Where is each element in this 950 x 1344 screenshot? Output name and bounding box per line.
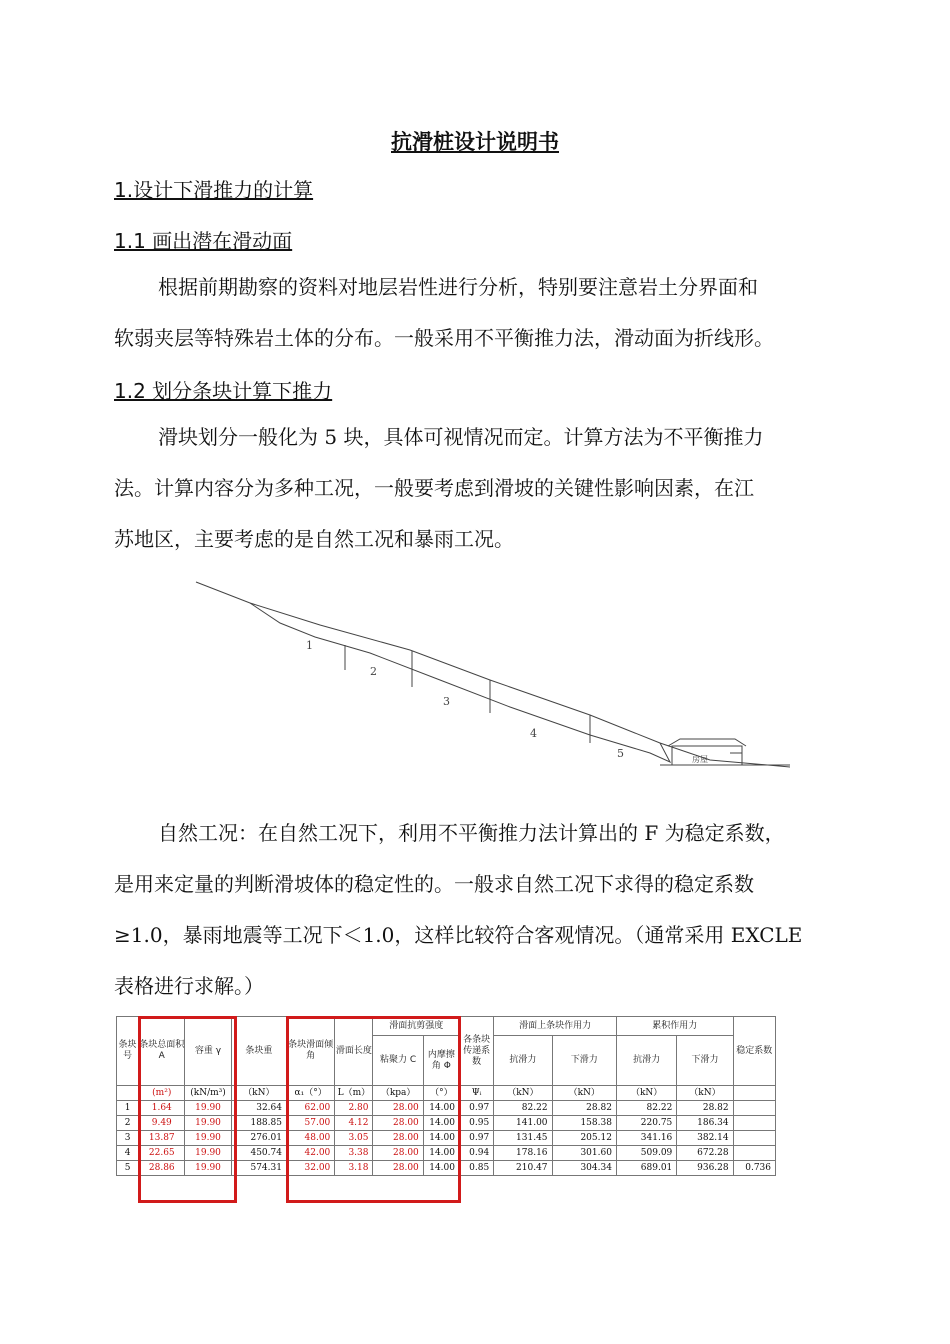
table-cell-w: 32.64 <box>231 1101 286 1116</box>
table-cell-phi: 14.00 <box>423 1131 459 1146</box>
section-1-2-heading: 1.2 划分条块计算下推力 <box>114 379 333 403</box>
table-cell-gamma: 19.90 <box>185 1116 231 1131</box>
header-safety: 稳定系数 <box>733 1017 775 1086</box>
header-block-no: 条块号 <box>117 1017 139 1086</box>
calculation-table <box>116 1016 776 1202</box>
section-1-1-heading: 1.1 画出潜在滑动面 <box>114 229 293 253</box>
table-cell-alpha: 48.00 <box>286 1131 334 1146</box>
header-friction: 内摩擦角 Φ <box>423 1036 459 1086</box>
table-cell-area: 1.64 <box>139 1101 185 1116</box>
unit-cell: （kN） <box>677 1086 733 1101</box>
table-cell-alpha: 62.00 <box>286 1101 334 1116</box>
table-cell-area: 13.87 <box>139 1131 185 1146</box>
block-label-3: 3 <box>443 695 450 708</box>
header-cum-group: 累积作用力 <box>616 1017 733 1036</box>
table-cell-area: 28.86 <box>139 1161 185 1176</box>
table-cell-k <box>733 1116 775 1131</box>
natural-condition-paragraph <box>114 808 834 1012</box>
table-cell-L: 2.80 <box>335 1101 373 1116</box>
table-cell-L: 3.05 <box>335 1131 373 1146</box>
table-cell-no: 2 <box>117 1116 139 1131</box>
block-label-1: 1 <box>306 639 313 652</box>
unit-cell: (m²) <box>139 1086 185 1101</box>
table-cell-gamma: 19.90 <box>185 1101 231 1116</box>
page-title: 抗滑桩设计说明书 <box>391 130 559 154</box>
highlight-box-area-weight <box>138 1016 237 1203</box>
table-cell-r: 210.47 <box>494 1161 552 1176</box>
table-cell-alpha: 57.00 <box>286 1116 334 1131</box>
header-block-weight: 条块重 <box>231 1017 286 1086</box>
table-cell-k <box>733 1131 775 1146</box>
table-cell-r: 178.16 <box>494 1146 552 1161</box>
block-label-5: 5 <box>617 747 624 760</box>
table-cell-cs: 382.14 <box>677 1131 733 1146</box>
unit-cell: Ψᵢ <box>460 1086 494 1101</box>
header-shear-strength: 滑面抗剪强度 <box>373 1017 460 1036</box>
block-label-2: 2 <box>370 665 377 678</box>
table-cell-gamma: 19.90 <box>185 1131 231 1146</box>
header-incline: 条块滑面倾角 <box>286 1017 334 1086</box>
paragraph-line: 滑块划分一般化为 5 块，具体可视情况而定。计算方法为不平衡推力 <box>158 425 764 449</box>
table-cell-cs: 936.28 <box>677 1161 733 1176</box>
table-cell-c: 28.00 <box>373 1116 423 1131</box>
block-label-4: 4 <box>530 727 537 740</box>
header-cum-resist: 抗滑力 <box>616 1036 676 1086</box>
table-cell-psi: 0.97 <box>460 1131 494 1146</box>
table-cell-s: 28.82 <box>552 1101 616 1116</box>
highlight-box-geometry-strength <box>286 1016 461 1203</box>
unit-cell: （kN） <box>616 1086 676 1101</box>
table-cell-L: 3.18 <box>335 1161 373 1176</box>
table-cell-psi: 0.94 <box>460 1146 494 1161</box>
unit-cell: （kN） <box>494 1086 552 1101</box>
table-cell-cr: 82.22 <box>616 1101 676 1116</box>
paragraph-line: 表格进行求解。） <box>114 974 264 998</box>
table-cell-s: 304.34 <box>552 1161 616 1176</box>
table-cell-cr: 509.09 <box>616 1146 676 1161</box>
table-cell-L: 4.12 <box>335 1116 373 1131</box>
table-cell-alpha: 42.00 <box>286 1146 334 1161</box>
table-cell-gamma: 19.90 <box>185 1161 231 1176</box>
slope-diagram <box>190 575 790 775</box>
table-cell-c: 28.00 <box>373 1161 423 1176</box>
table-cell-cr: 689.01 <box>616 1161 676 1176</box>
table-cell-phi: 14.00 <box>423 1161 459 1176</box>
table-cell-r: 82.22 <box>494 1101 552 1116</box>
table-cell-no: 1 <box>117 1101 139 1116</box>
unit-cell: （kpa） <box>373 1086 423 1101</box>
table-cell-cs: 28.82 <box>677 1101 733 1116</box>
unit-cell: α₁（°） <box>286 1086 334 1101</box>
table-cell-phi: 14.00 <box>423 1101 459 1116</box>
table-cell-w: 450.74 <box>231 1146 286 1161</box>
table-cell-cs: 672.28 <box>677 1146 733 1161</box>
table-cell-alpha: 32.00 <box>286 1161 334 1176</box>
unit-cell: L（m） <box>335 1086 373 1101</box>
header-cum-slide: 下滑力 <box>677 1036 733 1086</box>
table-cell-no: 5 <box>117 1161 139 1176</box>
table-cell-no: 4 <box>117 1146 139 1161</box>
paragraph-line: 自然工况：在自然工况下，利用不平衡推力法计算出的 F 为稳定系数， <box>158 821 785 845</box>
table-cell-no: 3 <box>117 1131 139 1146</box>
paragraph-line: 软弱夹层等特殊岩土体的分布。一般采用不平衡推力法，滑动面为折线形。 <box>114 326 774 350</box>
unit-cell: （°） <box>423 1086 459 1101</box>
table-cell-s: 158.38 <box>552 1116 616 1131</box>
house-label: 房屋 <box>692 755 708 764</box>
unit-cell: （kN） <box>231 1086 286 1101</box>
table-cell-s: 301.60 <box>552 1146 616 1161</box>
table-cell-w: 188.85 <box>231 1116 286 1131</box>
table-cell-psi: 0.97 <box>460 1101 494 1116</box>
table-cell-gamma: 19.90 <box>185 1146 231 1161</box>
header-cohesion: 粘聚力 C <box>373 1036 423 1086</box>
table-cell-cr: 341.16 <box>616 1131 676 1146</box>
header-resist: 抗滑力 <box>494 1036 552 1086</box>
table-cell-psi: 0.85 <box>460 1161 494 1176</box>
table-cell-k: 0.736 <box>733 1161 775 1176</box>
table-cell-k <box>733 1101 775 1116</box>
table-cell-r: 131.45 <box>494 1131 552 1146</box>
table-cell-c: 28.00 <box>373 1101 423 1116</box>
paragraph-line: ≥1.0，暴雨地震等工况下＜1.0，这样比较符合客观情况。（通常采用 EXCLE <box>114 923 803 947</box>
section-1-2-paragraph <box>114 412 834 565</box>
section-1-heading: 1.设计下滑推力的计算 <box>114 178 314 202</box>
table-cell-cr: 220.75 <box>616 1116 676 1131</box>
table-cell-cs: 186.34 <box>677 1116 733 1131</box>
paragraph-line: 是用来定量的判断滑坡体的稳定性的。一般求自然工况下求得的稳定系数 <box>114 872 754 896</box>
paragraph-line: 法。计算内容分为多种工况，一般要考虑到滑坡的关键性影响因素，在江 <box>114 476 754 500</box>
table-cell-w: 574.31 <box>231 1161 286 1176</box>
table-cell-c: 28.00 <box>373 1131 423 1146</box>
header-length: 滑面长度 <box>335 1017 373 1086</box>
header-force-group: 滑面上条块作用力 <box>494 1017 617 1036</box>
header-transfer: 各条块传递系数 <box>460 1017 494 1086</box>
table-cell-w: 276.01 <box>231 1131 286 1146</box>
paragraph-line: 苏地区，主要考虑的是自然工况和暴雨工况。 <box>114 527 514 551</box>
section-1-1-paragraph <box>114 262 834 364</box>
table-cell-s: 205.12 <box>552 1131 616 1146</box>
table-cell-phi: 14.00 <box>423 1116 459 1131</box>
header-area: 条块总面积 A <box>139 1017 185 1086</box>
header-unit-weight: 容重 γ <box>185 1017 231 1086</box>
unit-cell: (kN/m³) <box>185 1086 231 1101</box>
paragraph-line: 根据前期勘察的资料对地层岩性进行分析，特别要注意岩土分界面和 <box>158 275 758 299</box>
table-cell-L: 3.38 <box>335 1146 373 1161</box>
header-slide: 下滑力 <box>552 1036 616 1086</box>
table-cell-r: 141.00 <box>494 1116 552 1131</box>
table-cell-c: 28.00 <box>373 1146 423 1161</box>
table-cell-area: 22.65 <box>139 1146 185 1161</box>
table-cell-area: 9.49 <box>139 1116 185 1131</box>
unit-cell: （kN） <box>552 1086 616 1101</box>
table-cell-psi: 0.95 <box>460 1116 494 1131</box>
table-cell-k <box>733 1146 775 1161</box>
table-cell-phi: 14.00 <box>423 1146 459 1161</box>
